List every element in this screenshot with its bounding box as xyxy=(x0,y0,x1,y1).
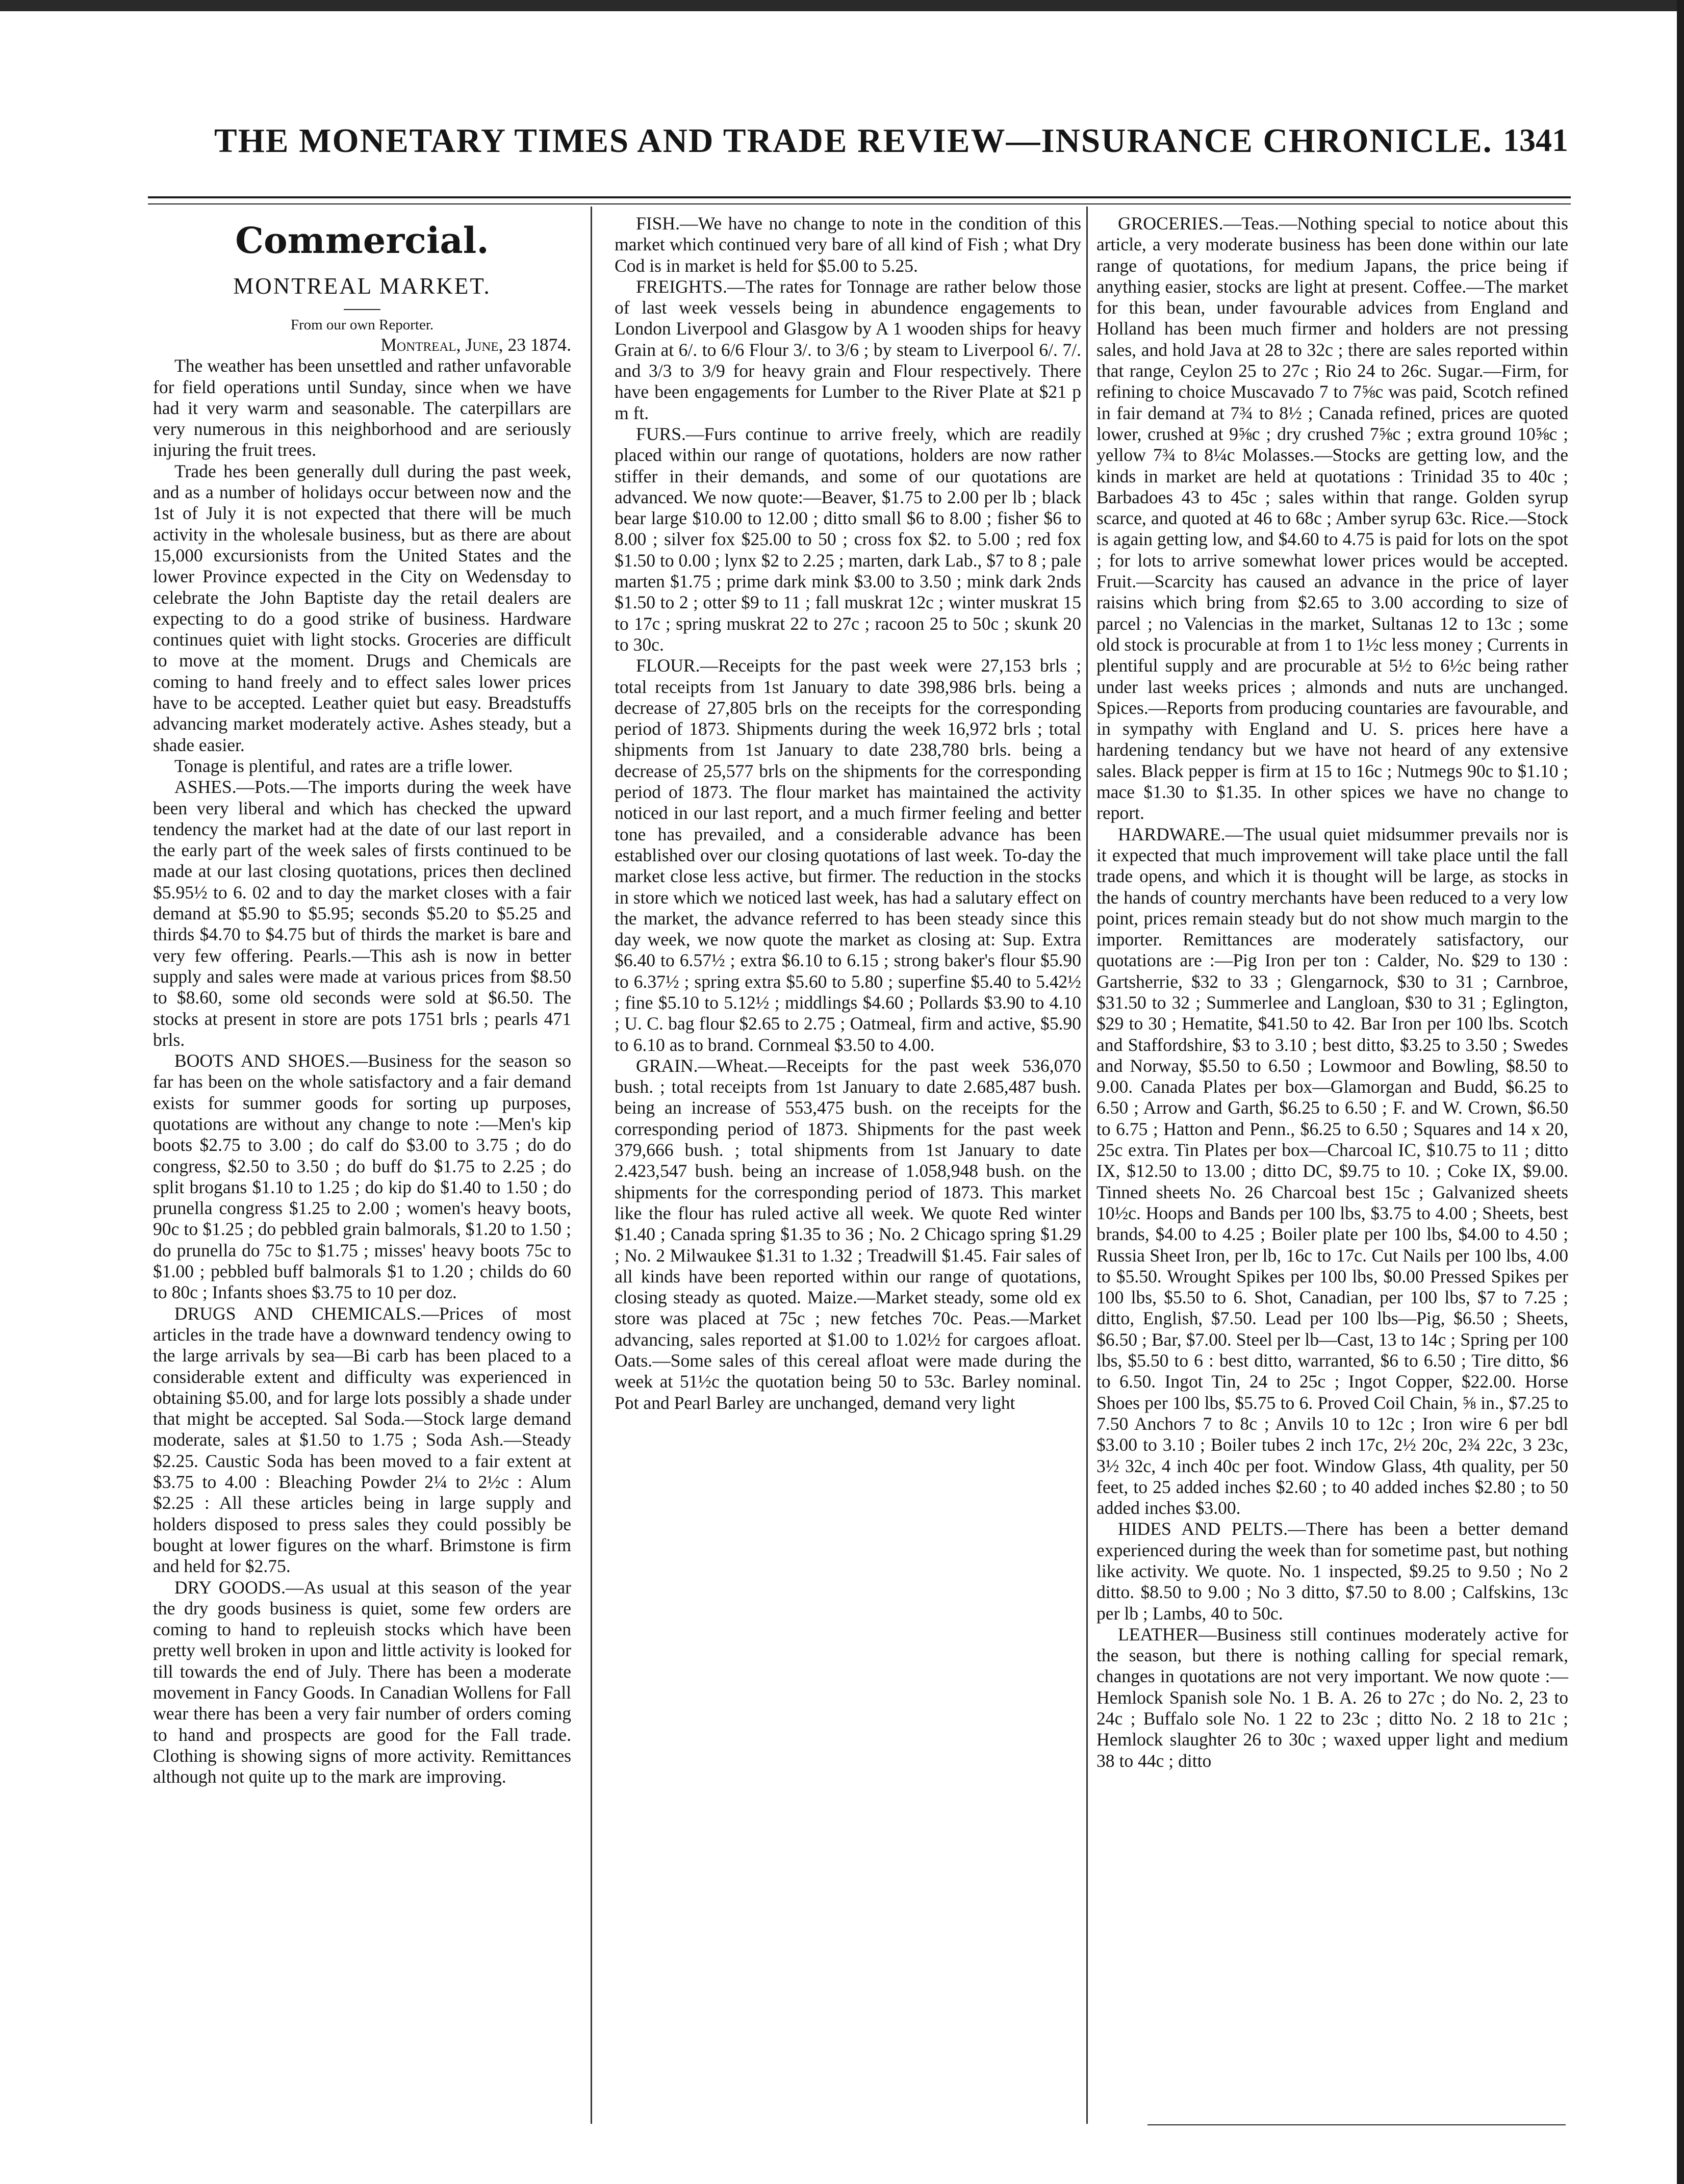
foot-rule xyxy=(1147,2124,1566,2125)
paragraph-hides-pelts: HIDES AND PELTS.—There has been a better demand experienced during the week than for sometime past, but nothing like activity. We quote. No. 1 inspected, $9.25 to 9.50 ; No 2 ditto. $8.50 to 9.00 ; No 3 ditto, $7.50 to 8.00 ; Calfskins, 13c per lb ; Lambs, 40 to 50c. xyxy=(1096,1519,1568,1624)
header-rule-thin xyxy=(148,203,1571,204)
column-2 xyxy=(615,213,1081,1414)
paragraph-furs: FURS.—Furs continue to arrive freely, which are readily placed within our range of quotations, holders are now rather stiffer in their demands, and some of our quotations are advanced. We now quote:—Beaver, $1.75 to 2.00 per lb ; black bear large $10.00 to 12.00 ; ditto small $6 to 8.00 ; fisher $6 to 8.00 ; silver fox $25.00 to 50 ; cross fox $2. to 5.00 ; red fox $1.50 to 0.00 ; lynx $2 to 2.25 ; marten, dark Lab., $7 to 8 ; pale marten $1.75 ; prime dark mink $3.00 to 3.50 ; mink dark 2nds $1.50 to 2 ; otter $9 to 11 ; fall muskrat 12c ; winter muskrat 15 to 17c ; spring muskrat 22 to 27c ; racoon 25 to 50c ; skunk 20 to 30c. xyxy=(615,423,1082,655)
paragraph-groceries: GROCERIES.—Teas.—Nothing special to notice about this article, a very moderate business has been done within our late range of quotations, for medium Japans, the price being if anything easier, stocks are light at present. Coffee.—The market for this bean, under favourable advices from England and Holland has been much firmer and holders are not pressing sales, and hold Java at 28 to 32c ; there are sales reported within that range, Ceylon 25 to 27c ; Rio 24 to 26c. Sugar.—Firm, for refining to choice Muscavado 7 to 7⅝c was paid, Scotch refined in fair demand at 7¾ to 8½ ; Canada refined, prices are quoted lower, crushed at 9⅝c ; dry crushed 7⅝c ; extra ground 10⅝c ; yellow 7¾ to 8¼c Molasses.—Stocks are getting low, and the kinds in market are held at quotations : Trinidad 35 to 40c ; Barbadoes 43 to 45c ; sales within that range. Golden syrup scarce, and quoted at 46 to 68c ; Amber syrup 63c. Rice.—Stock is again getting low, and $4.60 to 4.75 is paid for lots on the spot ; for lots to arrive somewhat lower prices would be accepted. Fruit.—Scarcity has caused an advance in the price of layer raisins which bring from $2.65 to 3.00 according to size of parcel ; no Valencias in the market, Sultanas 12 to 13c ; some old stock is procurable at from 1 to 1½c less money ; Currents in plentiful supply and are procurable at 5½ to 6½c being rather under last weeks prices ; almonds and nuts are unchanged. Spices.—Reports from producing countaries are favourable, and in sympathy with England and U. S. prices here have a hardening tendancy but we have not heard of any extensive sales. Black pepper is firm at 15 to 16c ; Nutmegs 90c to $1.10 ; mace $1.30 to $1.35. In other spices we have no change to report. xyxy=(1096,213,1568,824)
scan-right-edge xyxy=(1677,0,1684,2184)
paragraph-dry-goods: DRY GOODS.—As usual at this season of the year the dry goods business is quiet, some few orders are coming to hand to repleuish stocks which have been pretty well broken in upon and little activity is looked for till towards the end of July. There has been a moderate movement in Fancy Goods. In Canadian Wollens for Fall wear there has been a very fair number of orders coming to hand and prospects are good for the Fall trade. Clothing is showing signs of more activity. Remittances although not quite up to the mark are improving. xyxy=(153,1577,571,1787)
paragraph-freights: FREIGHTS.—The rates for Tonnage are rather below those of last week vessels being in abundence engagements to London Liverpool and Glasgow by A 1 wooden ships for heavy Grain at 6/. to 6/6 Flour 3/. to 3/6 ; by steam to Liverpool 6/. 7/. and 3/3 to 3/9 for heavy grain and Flour respectively. There have been engagements for Lumber to the River Plate at $21 p m ft. xyxy=(615,276,1081,423)
column-rule-1 xyxy=(591,207,592,2124)
paragraph-fish: FISH.—We have no change to note in the condition of this market which continued very bare of all kind of Fish ; what Dry Cod is in market is held for $5.00 to 5.25. xyxy=(615,213,1081,276)
column-3 xyxy=(1096,213,1568,1771)
paragraph-tonage: Tonage is plentiful, and rates are a trifle lower. xyxy=(174,755,513,776)
page-header xyxy=(214,121,1568,177)
section-title: Commercial. xyxy=(235,219,489,262)
paragraph-hardware: HARDWARE.—The usual quiet midsummer prevails nor is it expected that much improvement will take place until the fall trade opens, and which it is thought will be large, as stocks in the hands of country merchants have been reduced to a very low point, prices remain steady but do not show much margin to the importer. Remittances are moderately satisfactory, our quotations are :—Pig Iron per ton : Calder, No. $29 to 130 : Gartsherrie, $32 to 33 ; Glengarnock, $30 to 31 ; Carnbroe, $31.50 to 32 ; Summerlee and Langloan, $30 to 31 ; Eglington, $29 to 30 ; Hematite, $41.50 to 42. Bar Iron per 100 lbs. Scotch and Staffordshire, $3 to 3.10 ; best ditto, $3.25 to 3.50 ; Swedes and Norway, $5.50 to 6.50 ; Lowmoor and Bowling, $8.50 to 9.00. Canada Plates per box—Glamorgan and Budd, $6.25 to 6.50 ; Arrow and Garth, $6.25 to 6.50 ; F. and W. Crown, $6.50 to 6.75 ; Hatton and Penn., $6.25 to 6.50 ; Squares and 14 x 20, 25c extra. Tin Plates per box—Charcoal IC, $10.75 to 11 ; ditto IX, $12.50 to 13.00 ; ditto DC, $9.75 to 10. ; Coke IX, $9.00. Tinned sheets No. 26 Charcoal best 15c ; Galvanized sheets 10½c. Hoops and Bands per 100 lbs, $3.75 to 4.00 ; Sheets, best brands, $4.00 to 4.25 ; Boiler plate per 100 lbs, $4.00 to 4.50 ; Russia Sheet Iron, per lb, 16c to 17c. Cut Nails per 100 lbs, 4.00 to $5.50. Wrought Spikes per 100 lbs, $0.00 Pressed Spikes per 100 lbs, $5.50 to 6. Shot, Canadian, per 100 lbs, $7 to 7.25 ; ditto, English, $7.50. Lead per 100 lbs—Pig, $6.50 ; Sheets, $6.50 ; Bar, $7.00. Steel per lb—Cast, 13 to 14c ; Spring per 100 lbs, $5.50 to 6 : best ditto, warranted, $6 to 6.50 ; Tire ditto, $6 to 6.50. Ingot Tin, 24 to 25c ; Ingot Copper, $22.00. Horse Shoes per 100 lbs, $5.75 to 6. Proved Coil Chain, ⅝ in., $7.25 to 7.50 Anchors 7 to 8c ; Anvils 10 to 12c ; Iron wire 6 per bdl $3.00 to 3.10 ; Boiler tubes 2 inch 17c, 2½ 20c, 2¾ 22c, 3 23c, 3½ 32c, 4 inch 40c per foot. Window Glass, 4th quality, per 50 feet, to 25 added inches $2.60 ; to 40 added inches $2.80 ; to 50 added inches $3.00. xyxy=(1096,824,1568,1519)
paragraph-drugs-chemicals: DRUGS AND CHEMICALS.—Prices of most articles in the trade have a downward tendency owing to the large arrivals by sea—Bi carb has been placed to a considerable extent and difficulty was experienced in obtaining $5.00, and for large lots possibly a shade under that might be accepted. Sal Soda.—Stock large demand moderate, sales at $1.50 to 1.75 ; Soda Ash.—Steady $2.25. Caustic Soda has been moved to a fair extent at $3.75 to 4.00 : Bleaching Powder 2¼ to 2½c : Alum $2.25 : All these articles being in large supply and holders disposed to press sales they could possibly be bought at lower figures on the wharf. Brimstone is firm and held for $2.75. xyxy=(153,1303,571,1577)
market-title: MONTREAL MARKET. xyxy=(233,273,491,299)
paragraph-ashes: ASHES.—Pots.—The imports during the week have been very liberal and which has checked the upward tendency the market had at the date of our last report in the early part of the week sales of firsts continued to be made at our last closing quotations, prices then declined $5.95½ to 6. 02 and to day the market closes with a fair demand at $5.90 to $5.95; seconds $5.20 to $5.25 and thirds $4.70 to $4.75 but of thirds the market is bare and very few offering. Pearls.—This ash is now in better supply and sales were made at various prices from $8.50 to $8.60, some old seconds were sold at $6.50. The stocks at present in store are pots 1751 brls ; pearls 471 brls. xyxy=(153,777,571,1050)
small-rule xyxy=(344,309,380,310)
column-rule-2 xyxy=(1086,207,1088,2124)
reporter-line: From our own Reporter. xyxy=(290,317,434,333)
running-title: THE MONETARY TIMES AND TRADE REVIEW—INSURANCE CHRONICLE. xyxy=(214,122,1493,160)
paragraph-boots-shoes: BOOTS AND SHOES.—Business for the season so far has been on the whole satisfactory and a fair demand exists for summer goods for sorting up purposes, quotations are without any change to note :—Men's kip boots $2.75 to 3.00 ; do calf do $3.00 to 3.75 ; do do congress, $2.50 to 3.50 ; do buff do $1.75 to 2.25 ; do split brogans $1.10 to 1.25 ; do kip do $1.40 to 1.50 ; do prunella congress $1.25 to 2.00 ; women's heavy boots, 90c to $1.25 ; do pebbled grain balmorals, $1.20 to 1.50 ; do prunella do 75c to $1.75 ; misses' heavy boots 75c to $1.00 ; pebbled buff balmorals $1 to 1.20 ; childs do 60 to 80c ; Infants shoes $3.75 to 10 per doz. xyxy=(153,1050,571,1303)
paragraph-weather: The weather has been unsettled and rather unfavorable for field operations until Sunday, since when we have had it very warm and seasonable. The caterpillars are very numerous in this neighborhood and are seriously injuring the fruit trees. xyxy=(153,355,571,460)
paragraph-leather: LEATHER—Business still continues moderately active for the season, but there is nothing calling for special remark, changes in quotations are not very important. We now quote :—Hemlock Spanish sole No. 1 B. A. 26 to 27c ; do No. 2, 23 to 24c ; Buffalo sole No. 1 22 to 23c ; ditto No. 2 18 to 21c ; Hemlock slaughter 26 to 30c ; waxed upper light and medium 38 to 44c ; ditto xyxy=(1096,1624,1568,1771)
header-rule xyxy=(148,196,1571,198)
paragraph-trade: Trade hes been generally dull during the past week, and as a number of holidays occur between now and the 1st of July it is not expected that there will be much activity in the wholesale business, but as there are about 15,000 excursionists from the United States and the lower Province expected in the City on Wedensday to celebrate the John Baptiste day the retail dealers are expecting to do a good strike of business. Hardware continues quiet with light stocks. Groceries are difficult to move at the moment. Drugs and Chemicals are coming to hand freely and to effect sales lower prices have to be accepted. Leather quiet but easy. Breadstuffs advancing market moderately active. Ashes steady, but a shade easier. xyxy=(153,460,571,755)
paragraph-flour: FLOUR.—Receipts for the past week were 27,153 brls ; total receipts from 1st January to date 398,986 brls. being a decrease of 27,805 brls on the receipts for the corresponding period of 1873. Shipments during the week 16,972 brls ; total shipments from 1st January to date 238,780 brls. being a decrease of 25,577 brls on the shipments for the corresponding period of 1873. The flour market has maintained the activity noticed in our last report, and a much firmer feeling and better tone has prevailed, and a considerable advance has been established over our closing quotations of last week. To-day the market close less active, but firmer. The reduction in the stocks in store which we noticed last week, has had a salutary effect on the market, the advance referred to has been steady since this day week, we now quote the market as closing at: Sup. Extra $6.40 to 6.57½ ; extra $6.10 to 6.15 ; strong baker's flour $5.90 to 6.37½ ; spring extra $5.60 to 5.80 ; superfine $5.40 to 5.42½ ; fine $5.10 to 5.12½ ; middlings $4.60 ; Pollards $3.90 to 4.10 ; U. C. bag flour $2.65 to 2.75 ; Oatmeal, firm and active, $5.90 to 6.10 as to brand. Cornmeal $3.50 to 4.00. xyxy=(615,655,1081,1055)
scan-top-edge xyxy=(0,0,1684,11)
paragraph-grain: GRAIN.—Wheat.—Receipts for the past week 536,070 bush. ; total receipts from 1st January to date 2.685,487 bush. being an increase of 553,475 bush. on the receipts for the corresponding period of 1873. Shipments for the past week 379,666 bush. ; total shipments from 1st January to date 2.423,547 bush. being an increase of 1.058,948 bush. on the shipments for the corresponding period of 1873. This market like the flour has ruled active all week. We quote Red winter $1.40 ; Canada spring $1.35 to 36 ; No. 2 Chicago spring $1.29 ; No. 2 Milwaukee $1.31 to 1.32 ; Treadwill $1.45. Fair sales of all kinds have been reported within our range of quotations, closing steady as quoted. Maize.—Market steady, some old ex store was placed at 75c ; new fetches 70c. Peas.—Market advancing, sales reported at $1.00 to 1.02½ for cargoes afloat. Oats.—Some sales of this cereal afloat were made during the week at 51½c the quotation being 50 to 53c. Barley nominal. Pot and Pearl Barley are unchanged, demand very light xyxy=(615,1055,1081,1413)
column-1 xyxy=(153,213,571,1787)
dateline: Montreal, June, 23 1874. xyxy=(380,335,571,355)
page-number: 1341 xyxy=(1503,122,1568,158)
